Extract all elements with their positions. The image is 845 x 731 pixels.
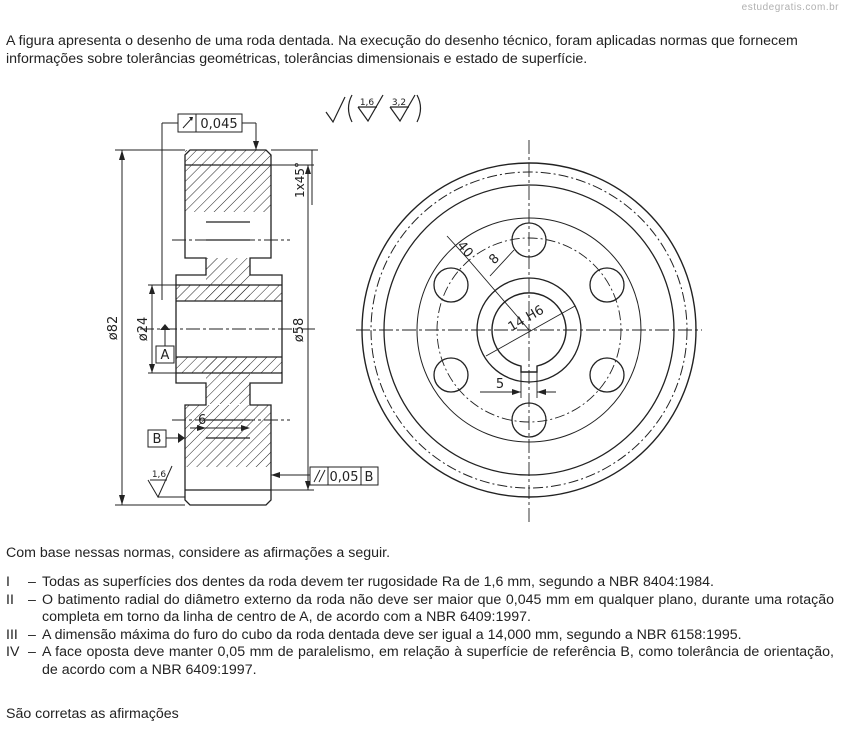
parallel-tol-label: 0,05 — [329, 470, 359, 485]
question-text: São corretas as afirmações — [6, 706, 179, 722]
web-width-label: 6 — [198, 413, 207, 428]
hole-dia-label: 8 — [486, 251, 503, 268]
front-view — [356, 140, 702, 525]
watermark: estudegratis.com.br — [741, 2, 839, 13]
bore-fit-label: 14 H6 — [505, 302, 547, 336]
dia-hub-label: ø58 — [292, 317, 307, 343]
statement-item: IV – A face oposta deve manter 0,05 mm de paralelismo, em relação à superfície de referência B, como tolerância de orientação, de acordo com a NBR 6409:1997. — [6, 644, 834, 678]
dia-outer-label: ø82 — [106, 315, 121, 341]
runout-tol-label: 0,045 — [200, 117, 238, 132]
datum-a-label: A — [160, 348, 170, 363]
datum-b-label: B — [152, 432, 162, 447]
pcd-label: 40 — [453, 238, 476, 261]
key-width-label: 5 — [495, 377, 505, 392]
gear-drawing — [0, 80, 845, 535]
intro-text: A figura apresenta o desenho de uma roda dentada. Na execução do desenho técnico, foram aplicadas normas que fornecem informações sobre tolerâncias geométricas, tolerâncias dimensionais e estado de superfície. — [6, 33, 798, 67]
statement-list — [6, 574, 834, 679]
statement-item: III – A dimensão máxima do furo do cubo da roda dentada deve ser igual a 14,000 mm, segundo a NBR 6158:1995. — [6, 626, 742, 643]
statement-item: II – O batimento radial do diâmetro externo da roda não deve ser maior que 0,045 mm em qualquer plano, durante uma rotação completa em torno da linha de centro de A, de acordo com a NBR 6409:1997. — [6, 591, 834, 625]
finish-face-label: 1,6 — [151, 470, 167, 480]
parallel-ref-label: B — [364, 470, 374, 485]
finish-main-label: 1,6 — [359, 98, 375, 108]
lead-text: Com base nessas normas, considere as afirmações a seguir. — [6, 545, 391, 561]
chamfer-label: 1x45° — [293, 161, 307, 199]
finish-alt-label: 3,2 — [391, 98, 407, 108]
statement-item: I – Todas as superfícies dos dentes da roda devem ter rugosidade Ra de 1,6 mm, segundo a NBR 8404:1984. — [6, 574, 714, 590]
dia-bore-label: ø24 — [136, 316, 151, 342]
